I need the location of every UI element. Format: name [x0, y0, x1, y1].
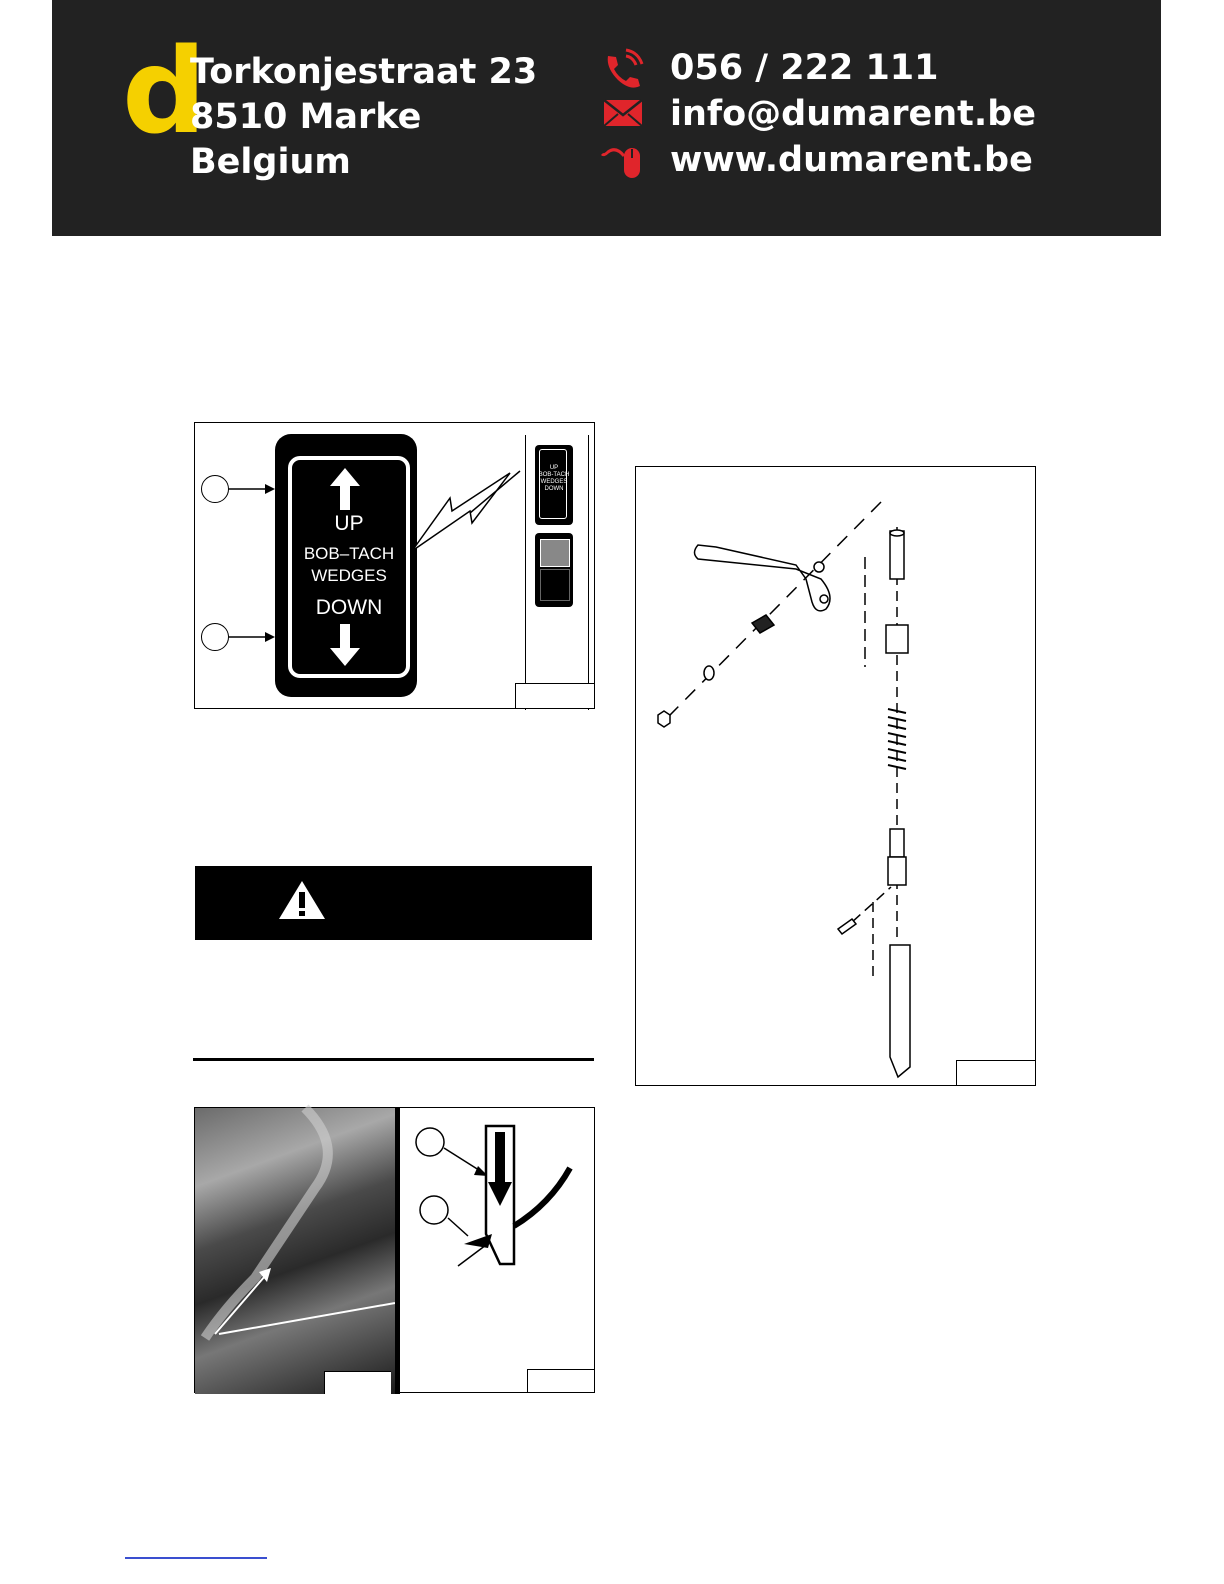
callout-circle-2 — [201, 623, 229, 651]
envelope-icon — [600, 92, 648, 136]
contact-phone-row — [600, 46, 1060, 92]
contact-phone[interactable]: 056 / 222 111 — [670, 48, 939, 88]
bobtach-decal — [275, 434, 417, 697]
contact-email[interactable]: info@dumarent.be — [670, 94, 1036, 134]
decal-frame — [288, 456, 410, 678]
figure-wedge-photo — [194, 1107, 595, 1393]
figure-decal — [194, 422, 595, 709]
exploded-linkage-diagram — [636, 467, 1034, 1083]
up-arrow-icon — [330, 468, 360, 510]
contact-web-row — [600, 138, 1060, 184]
mini-decal-up: UP — [549, 465, 559, 471]
address-street: Torkonjestraat 23 — [190, 52, 538, 92]
wedge-photo — [195, 1108, 395, 1394]
decal-name-line1: BOB–TACH — [303, 544, 395, 563]
figure-exploded-view — [635, 466, 1036, 1086]
footer-link-underline[interactable] — [125, 1557, 267, 1559]
warning-bar — [195, 866, 592, 940]
mini-decal-name1: BOB-TACH — [538, 472, 570, 478]
header-banner — [52, 0, 1161, 236]
contact-website[interactable]: www.dumarent.be — [670, 140, 1033, 180]
phone-icon — [600, 46, 648, 90]
figure-tag-2 — [956, 1060, 1035, 1085]
zoom-lightning-icon — [410, 453, 540, 563]
callout-circle-1 — [201, 475, 229, 503]
decal-down-label: DOWN — [315, 596, 383, 619]
mini-decal — [535, 445, 573, 525]
contact-email-row — [600, 92, 1060, 138]
logo-letter: d — [122, 22, 207, 160]
figure-tag-3a — [324, 1371, 391, 1394]
address-city: 8510 Marke — [190, 97, 422, 137]
callout-arrow-1 — [229, 481, 277, 497]
contact-block — [600, 46, 1060, 184]
figure-tag-3b — [527, 1369, 594, 1392]
warning-triangle-icon — [277, 879, 327, 921]
address-country: Belgium — [190, 142, 351, 182]
decal-up-label: UP — [334, 512, 364, 535]
callout-circle-4 — [420, 1196, 448, 1224]
dumarent-logo — [122, 22, 207, 160]
wedge-diagram — [400, 1108, 596, 1394]
down-arrow-icon — [330, 624, 360, 666]
address-block — [190, 50, 537, 185]
mouse-icon — [600, 138, 648, 182]
callout-arrow-2 — [229, 629, 277, 645]
rocker-switch — [535, 533, 573, 607]
figure-tag-1 — [515, 683, 594, 708]
dash-panel — [525, 435, 589, 710]
mini-decal-name2: WEDGES — [540, 479, 568, 485]
decal-name-line2: WEDGES — [311, 566, 387, 585]
section-divider — [193, 1058, 594, 1061]
mini-decal-down: DOWN — [544, 486, 564, 492]
callout-circle-3 — [416, 1128, 444, 1156]
